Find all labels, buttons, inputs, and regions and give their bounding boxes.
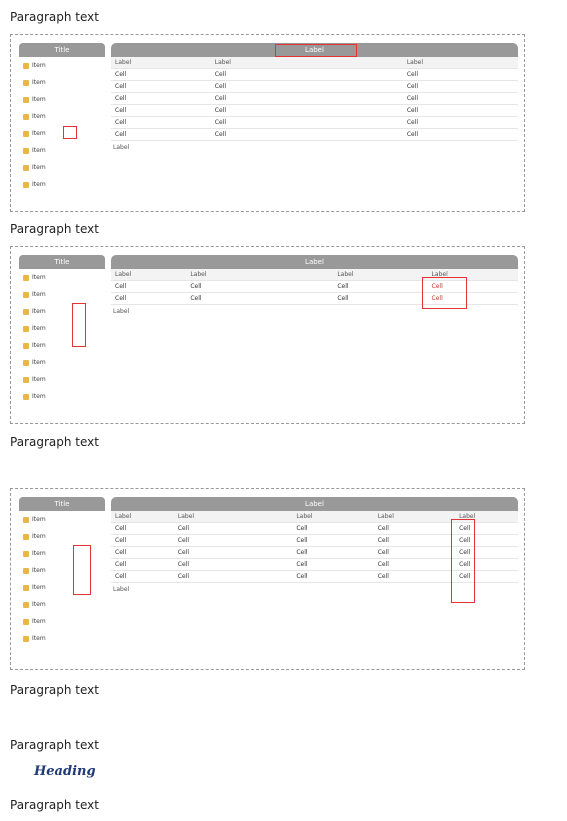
- sidebar-item-label: Item: [32, 550, 46, 557]
- screenshot-2: [10, 246, 525, 424]
- column-header: Label: [111, 57, 211, 69]
- column-header: Label: [333, 269, 427, 281]
- sidebar-item-2[interactable]: [19, 286, 105, 303]
- delete-button[interactable]: Cell: [428, 281, 518, 293]
- menu-icon: [23, 394, 29, 400]
- data-table: [111, 57, 518, 141]
- table-cell: Cell: [403, 69, 518, 81]
- paragraph-4: Paragraph text: [10, 683, 99, 697]
- sidebar-item-8[interactable]: [19, 388, 105, 405]
- table-cell[interactable]: Cell: [211, 93, 403, 105]
- table-cell: Cell: [111, 129, 211, 141]
- sidebar-item-label: Item: [32, 147, 46, 154]
- column-header: Label: [211, 57, 403, 69]
- table-cell: Cell: [374, 571, 455, 583]
- menu-icon: [23, 551, 29, 557]
- panel-title: Label: [111, 497, 518, 511]
- intro-paragraph-3: Paragraph text: [10, 435, 99, 449]
- menu-icon: [23, 114, 29, 120]
- column-header: Label: [111, 269, 186, 281]
- sidebar-item-label: Item: [32, 359, 46, 366]
- sidebar-item-4[interactable]: [19, 108, 105, 125]
- sidebar-item-label: Item: [32, 342, 46, 349]
- sidebar-item-5[interactable]: [19, 579, 105, 596]
- table-cell: Cell: [333, 293, 427, 305]
- highlight-box: [72, 303, 86, 347]
- menu-icon: [23, 165, 29, 171]
- sidebar: [19, 255, 105, 405]
- table-cell: Cell: [292, 535, 373, 547]
- table-cell: Cell: [111, 547, 174, 559]
- sidebar-item-3[interactable]: [19, 303, 105, 320]
- table-cell: Cell: [111, 293, 186, 305]
- paragraph-5: Paragraph text: [10, 738, 99, 752]
- status-badge: Cell: [455, 535, 518, 547]
- menu-icon: [23, 275, 29, 281]
- table-row[interactable]: [111, 105, 518, 117]
- paragraph-6: Paragraph text: [10, 798, 99, 812]
- sidebar-item-8[interactable]: [19, 176, 105, 193]
- status-badge: Cell: [455, 523, 518, 535]
- table-row[interactable]: [111, 129, 518, 141]
- table-row[interactable]: [111, 69, 518, 81]
- highlight-box: [422, 277, 467, 309]
- table-cell: Cell: [292, 571, 373, 583]
- sidebar-item-label: Item: [32, 79, 46, 86]
- table-cell: Cell: [374, 523, 455, 535]
- sidebar-item-label: Item: [32, 393, 46, 400]
- menu-icon: [23, 148, 29, 154]
- pagination[interactable]: Label: [113, 586, 130, 593]
- screenshot-3: [10, 488, 525, 670]
- menu-icon: [23, 568, 29, 574]
- table-cell: Cell: [403, 105, 518, 117]
- table-cell: Cell: [403, 129, 518, 141]
- sidebar-item-3[interactable]: [19, 545, 105, 562]
- sidebar: [19, 497, 105, 647]
- menu-icon: [23, 63, 29, 69]
- table-cell: Cell: [374, 547, 455, 559]
- menu-icon: [23, 619, 29, 625]
- table-cell: Cell: [403, 81, 518, 93]
- sidebar-item-4[interactable]: [19, 562, 105, 579]
- column-header: Label: [186, 269, 333, 281]
- menu-icon: [23, 534, 29, 540]
- table-cell[interactable]: Cell: [211, 105, 403, 117]
- sidebar-item-3[interactable]: [19, 91, 105, 108]
- column-header: Label: [455, 511, 518, 523]
- column-header: Label: [403, 57, 518, 69]
- sidebar-item-5[interactable]: [19, 337, 105, 354]
- sidebar-item-7[interactable]: [19, 613, 105, 630]
- highlight-box: [275, 44, 357, 57]
- sidebar-item-label: Item: [32, 618, 46, 625]
- sidebar-item-2[interactable]: [19, 74, 105, 91]
- table-row[interactable]: [111, 117, 518, 129]
- sidebar-item-label: Item: [32, 567, 46, 574]
- table-cell: Cell: [292, 559, 373, 571]
- sidebar-item-label: Item: [32, 113, 46, 120]
- sidebar-title: Title: [19, 43, 105, 57]
- menu-icon: [23, 80, 29, 86]
- column-header: Label: [428, 269, 518, 281]
- sidebar-item-label: Item: [32, 516, 46, 523]
- sidebar-item-7[interactable]: [19, 159, 105, 176]
- table-cell: Cell: [292, 547, 373, 559]
- screenshot-1: [10, 34, 525, 212]
- table-cell: Cell: [111, 523, 174, 535]
- sidebar-title: Title: [19, 497, 105, 511]
- table-cell[interactable]: Cell: [174, 523, 292, 535]
- section-heading: Heading: [34, 764, 96, 779]
- pagination[interactable]: Label: [113, 144, 130, 151]
- table-cell[interactable]: Cell: [174, 535, 292, 547]
- status-badge: Cell: [455, 559, 518, 571]
- sidebar-title: Title: [19, 255, 105, 269]
- table-cell[interactable]: Cell: [174, 547, 292, 559]
- status-badge: Cell: [455, 547, 518, 559]
- table-cell: Cell: [111, 117, 211, 129]
- sidebar-item-label: Item: [32, 130, 46, 137]
- pagination[interactable]: Label: [113, 308, 130, 315]
- menu-icon: [23, 343, 29, 349]
- table-cell[interactable]: Cell: [211, 81, 403, 93]
- table-cell[interactable]: Cell: [174, 571, 292, 583]
- column-header: Label: [292, 511, 373, 523]
- sidebar-item-label: Item: [32, 376, 46, 383]
- table-cell[interactable]: Cell: [211, 129, 403, 141]
- table-row[interactable]: [111, 81, 518, 93]
- menu-icon: [23, 602, 29, 608]
- table-cell[interactable]: Cell: [174, 559, 292, 571]
- column-header: Label: [174, 511, 292, 523]
- sidebar-item-label: Item: [32, 601, 46, 608]
- sidebar-item-6[interactable]: [19, 354, 105, 371]
- sidebar-item-label: Item: [32, 584, 46, 591]
- intro-paragraph-2: Paragraph text: [10, 222, 99, 236]
- panel-title: Label: [111, 255, 518, 269]
- sidebar-item-4[interactable]: [19, 320, 105, 337]
- menu-icon: [23, 292, 29, 298]
- sidebar: [19, 43, 105, 193]
- status-badge: Cell: [455, 571, 518, 583]
- table-row[interactable]: [111, 93, 518, 105]
- sidebar-item-label: Item: [32, 325, 46, 332]
- sidebar-item-8[interactable]: [19, 630, 105, 647]
- sidebar-item-1[interactable]: [19, 269, 105, 286]
- table-cell: Cell: [111, 559, 174, 571]
- menu-icon: [23, 309, 29, 315]
- sidebar-item-label: Item: [32, 164, 46, 171]
- panel-title: Label: [111, 43, 518, 57]
- sidebar-item-label: Item: [32, 533, 46, 540]
- sidebar-item-5[interactable]: [19, 125, 105, 142]
- menu-icon: [23, 636, 29, 642]
- table-cell: Cell: [111, 571, 174, 583]
- table-cell: Cell: [111, 105, 211, 117]
- sidebar-item-6[interactable]: [19, 142, 105, 159]
- menu-icon: [23, 131, 29, 137]
- menu-icon: [23, 585, 29, 591]
- sidebar-item-2[interactable]: [19, 528, 105, 545]
- table-cell: Cell: [292, 523, 373, 535]
- sidebar-item-1[interactable]: [19, 57, 105, 74]
- delete-button[interactable]: Cell: [428, 293, 518, 305]
- table-cell: Cell: [403, 117, 518, 129]
- table-cell: Cell: [403, 93, 518, 105]
- menu-icon: [23, 517, 29, 523]
- sidebar-item-label: Item: [32, 96, 46, 103]
- table-cell[interactable]: Cell: [186, 293, 333, 305]
- menu-icon: [23, 182, 29, 188]
- menu-icon: [23, 360, 29, 366]
- sidebar-item-label: Item: [32, 62, 46, 69]
- table-cell: Cell: [374, 559, 455, 571]
- table-cell: Cell: [111, 69, 211, 81]
- table-cell: Cell: [333, 281, 427, 293]
- highlight-box: [63, 126, 77, 139]
- highlight-box: [73, 545, 91, 595]
- intro-paragraph-1: Paragraph text: [10, 10, 99, 24]
- main-panel: [111, 43, 518, 151]
- highlight-box: [451, 519, 475, 603]
- sidebar-item-7[interactable]: [19, 371, 105, 388]
- sidebar-item-label: Item: [32, 635, 46, 642]
- table-cell: Cell: [111, 81, 211, 93]
- table-cell: Cell: [374, 535, 455, 547]
- menu-icon: [23, 326, 29, 332]
- table-cell[interactable]: Cell: [186, 281, 333, 293]
- sidebar-item-1[interactable]: [19, 511, 105, 528]
- column-header: Label: [111, 511, 174, 523]
- sidebar-item-6[interactable]: [19, 596, 105, 613]
- sidebar-item-label: Item: [32, 291, 46, 298]
- table-cell: Cell: [111, 93, 211, 105]
- column-header: Label: [374, 511, 455, 523]
- table-cell: Cell: [111, 281, 186, 293]
- table-cell: Cell: [111, 535, 174, 547]
- menu-icon: [23, 97, 29, 103]
- menu-icon: [23, 377, 29, 383]
- sidebar-item-label: Item: [32, 274, 46, 281]
- table-cell[interactable]: Cell: [211, 69, 403, 81]
- sidebar-item-label: Item: [32, 181, 46, 188]
- sidebar-item-label: Item: [32, 308, 46, 315]
- table-cell[interactable]: Cell: [211, 117, 403, 129]
